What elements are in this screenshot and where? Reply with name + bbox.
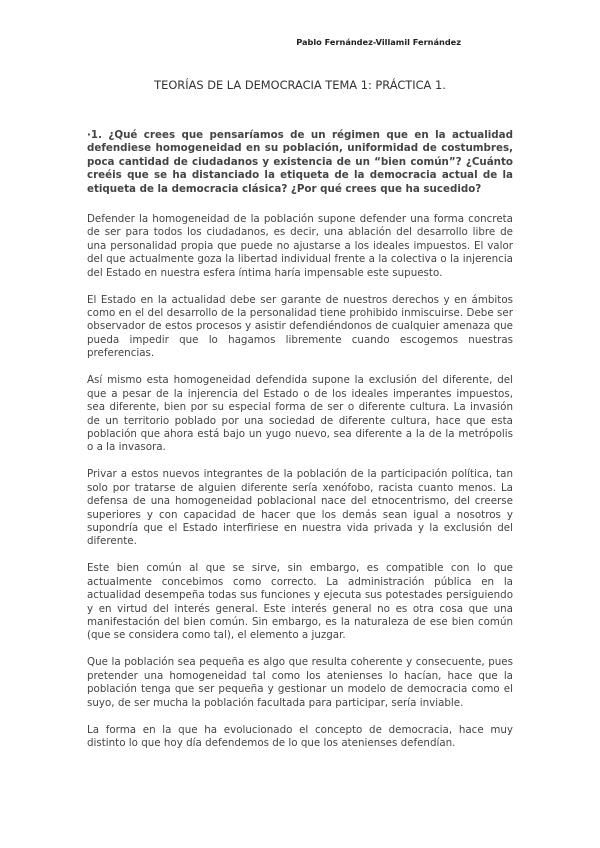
document-body [87,129,513,764]
paragraph: Que la población sea pequeña es algo que resulta coherente y consecuente, pues pretender una homogeneidad tal como los atenienses lo hacían, hace que la población tenga que ser pequeña y gestionar un modelo de democracia como el suyo, de ser mucha la población facultada para participar, sería inviable. [87,656,513,709]
author-name: Pablo Fernández-Villamil Fernández [296,37,461,47]
paragraph: Privar a estos nuevos integrantes de la población de la participación política, tan solo por tratarse de alguien diferente sería xenófobo, racista cuanto menos. La defensa de una homogeneidad poblacional nace del etnocentrismo, del creerse superiores y con capacidad de hacer que los demás sean igual a nosotros y supondría que el Estado interfiriese en nuestra vida privada y la exclusión del diferente. [87,468,513,548]
paragraph: Este bien común al que se sirve, sin embargo, es compatible con lo que actualmente concebimos como correcto. La administración pública en la actualidad desempeña todas sus funciones y ejecuta sus potestades persiguiendo y en virtud del interés general. Este interés general no es otra cosa que una manifestación del bien común. Sin embargo, es la naturaleza de ese bien común (que se considera como tal), el elemento a juzgar. [87,562,513,642]
paragraph: El Estado en la actualidad debe ser garante de nuestros derechos y en ámbitos como en el del desarrollo de la personalidad tiene prohibido inmiscuirse. Debe ser observador de estos procesos y asistir defendiéndonos de cualquier amenaza que pueda impedir que lo hagamos libremente cuando escogemos nuestras preferencias. [87,293,513,360]
paragraph: Así mismo esta homogeneidad defendida supone la exclusión del diferente, del que a pesar de la injerencia del Estado o de los ideales imperantes impuestos, sea diferente, bien por su especial forma de ser o diferente cultura. La invasión de un territorio poblado por una sociedad de diferente cultura, hace que esta población que ahora está bajo un yugo nuevo, sea diferente a la de la metrópolis o a la invasora. [87,374,513,454]
paragraph: Defender la homogeneidad de la población supone defender una forma concreta de ser para todos los ciudadanos, es decir, una ablación del desarrollo libre de una personalidad propia que puede no ajustarse a los ideales impuestos. El valor del que actualmente goza la libertad individual frente a la colectiva o la injerencia del Estado en nuestra esfera íntima haría impensable este supuesto. [87,213,513,279]
document-title: TEORÍAS DE LA DEMOCRACIA TEMA 1: PRÁCTICA 1. [154,78,446,92]
question-text: ·1. ¿Qué crees que pensaríamos de un régimen que en la actualidad defendiese homogeneidad en su población, uniformidad de costumbres, poca cantidad de ciudadanos y existencia de un “bien común”? ¿Cuánto creéis que se ha distanciado la etiqueta de la democracia actual de la etiqueta de la democracia clásica? ¿Por qué crees que ha sucedido? [87,129,513,195]
paragraph: La forma en la que ha evolucionado el concepto de democracia, hace muy distinto lo que hoy día defendemos de lo que los atenienses defendían. [87,723,513,749]
